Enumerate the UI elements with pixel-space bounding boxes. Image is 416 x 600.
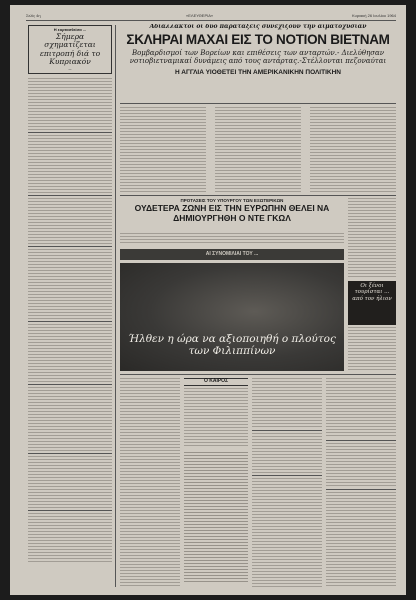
left-column	[28, 25, 112, 587]
main-deck: Βομβαρδισμοί των Βορείων και επιθέσεις των ανταρτών.- Διελύθησαν νοτιοβιετναμικαί δυνάμεις από τους αντάρτας.-Στέλλονται πεζοναύται	[129, 49, 387, 66]
europe-kicker: ΠΡΟΤΑΣΕΙΣ ΤΟΥ ΥΠΟΥΡΓΟΥ ΤΩΝ ΕΞΩΤΕΡΙΚΩΝ	[180, 198, 284, 203]
header-rule	[26, 20, 396, 21]
lower-col-3	[252, 378, 322, 587]
main-banner	[120, 24, 396, 102]
main-subhead: Η ΑΓΓΛΙΑ ΥΙΟΘΕΤΕΙ ΤΗΝ ΑΜΕΡΙΚΑΝΙΚΗΝ ΠΟΛΙΤΙΚΗΝ	[175, 68, 341, 76]
running-header	[26, 13, 396, 19]
talks-band-text: ΑΙ ΣΥΝΟΜΙΛΙΑΙ ΤΟΥ ...	[205, 251, 259, 257]
lower-col-4	[326, 378, 396, 587]
right-dark-box	[348, 281, 396, 325]
weather-table	[184, 452, 248, 582]
europe-headline: ΟΥΔΕΤΕΡΑ ΖΩΝΗ ΕΙΣ ΤΗΝ ΕΥΡΩΠΗΝ ΘΕΛΕΙ ΝΑ ΔΗΜΙΟΥΡΓΗΘΗ Ο ΝΤΕ ΓΚΩΛ	[134, 203, 330, 223]
lower-col-2	[184, 378, 248, 587]
left-box-title: Η εορτασθείσα ...	[53, 27, 87, 32]
newspaper-name: «ΕΛΕΥΘΕΡΙΑ»	[186, 13, 214, 18]
main-headline: ΣΚΛΗΡΑΙ ΜΑΧΑΙ ΕΙΣ ΤΟ ΝΟΤΙΟΝ ΒΙΕΤΝΑΜ	[126, 31, 390, 47]
vietnam-story-text	[120, 107, 396, 193]
lower-col-1	[120, 378, 180, 587]
right-mid-text	[348, 327, 396, 371]
talks-band	[120, 249, 344, 260]
page-number: Σελίς 4η	[26, 13, 41, 18]
left-column-divider	[115, 25, 116, 587]
photo	[120, 263, 344, 371]
feature-headline: Ήλθεν η ώρα να αξιοποιηθή ο πλούτος των Φιλιππίνων	[128, 333, 336, 358]
page-date: Κυριακή 26 Ιουλίου 1964	[351, 13, 396, 18]
right-upper-text	[348, 198, 396, 278]
europe-story-head	[120, 198, 344, 238]
mid-rule	[120, 374, 396, 375]
left-box-byline: ...	[68, 67, 72, 72]
weather-header: Ο ΚΑΙΡΟΣ	[184, 378, 248, 386]
left-box	[28, 25, 112, 74]
newspaper-page	[10, 5, 406, 595]
left-box-headline: Σήμερα σχηματίζεται επιτροπή διά το Κυπριακόν	[39, 31, 101, 67]
left-column-text	[28, 78, 112, 587]
vietnam-story-rule	[120, 195, 396, 196]
europe-deck-text	[120, 233, 344, 245]
right-box-headline: Οι ξένοι τουρίσται ... από τον ήλιον	[352, 283, 392, 302]
main-kicker: Αδιάλλακτοι οι δύο παρατάξεις συνεχίζουν την αιματοχυσίαν	[149, 24, 367, 30]
banner-rule	[120, 103, 396, 104]
